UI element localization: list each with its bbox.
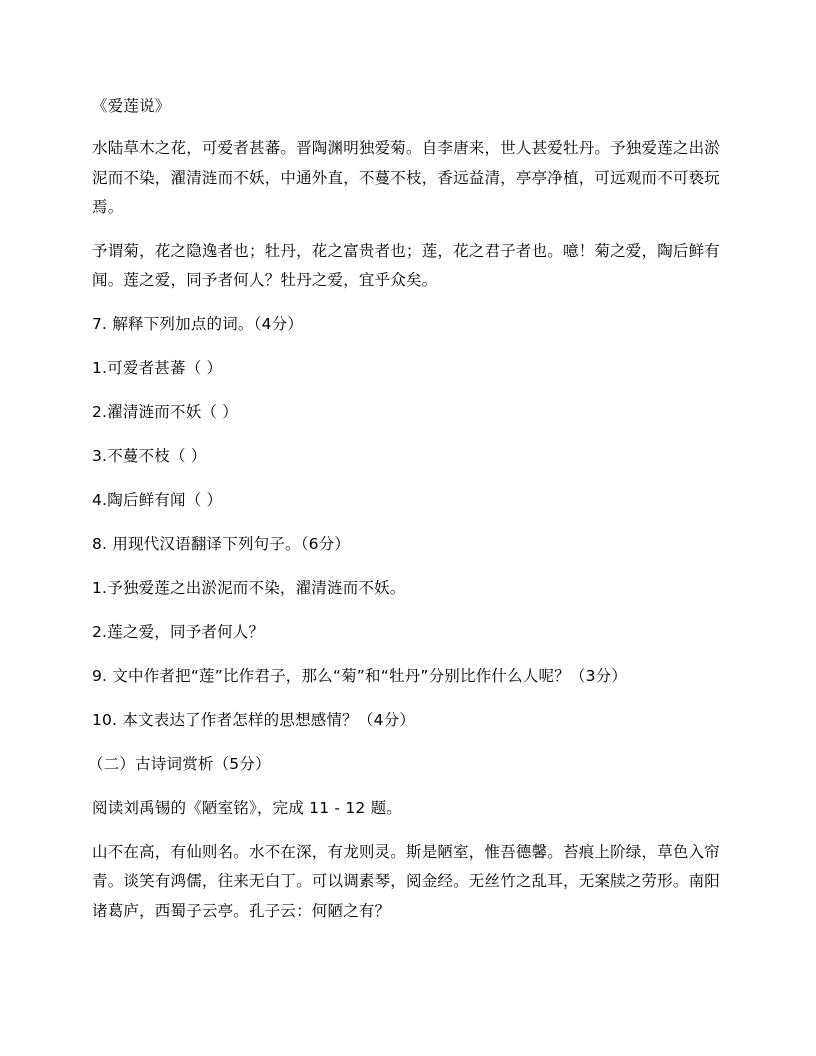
question-7-item-1: 1.可爱者甚蕃（ ） [92,358,223,377]
passage-paragraph-1: 水陆草木之花，可爱者甚蕃。晋陶渊明独爱菊。自李唐来，世人甚爱牡丹。予独爱莲之出淤泥而不染，濯清涟而不妖，中通外直，不蔓不枝，香远益清，亭亭净植，可远观而不可亵玩焉。 [92,139,721,216]
question-7-item-4: 4.陶后鲜有闻（ ） [92,490,223,509]
question-7-stem: 7. 解释下列加点的词。（4分） [92,314,304,333]
question-10: 10. 本文表达了作者怎样的思想感情？（4分） [92,710,416,729]
question-8-stem: 8. 用现代汉语翻译下列句子。（6分） [92,534,351,553]
document-body [88,92,732,940]
question-7-item-2: 2.濯清涟而不妖（ ） [92,402,238,421]
question-8-item-1: 1.予独爱莲之出淤泥而不染，濯清涟而不妖。 [92,578,406,597]
question-9: 9. 文中作者把“莲”比作君子，那么“菊”和“牡丹”分别比作什么人呢？（3分） [92,666,628,685]
passage-paragraph-2: 予谓菊，花之隐逸者也；牡丹，花之富贵者也；莲，花之君子者也。噫！菊之爱，陶后鲜有闻。莲之爱，同予者何人？牡丹之爱，宜乎众矣。 [92,241,721,289]
passage-title: 《爱莲说》 [92,97,171,115]
question-7-item-3: 3.不蔓不枝（ ） [92,446,207,465]
question-8-item-2: 2.莲之爱，同予者何人？ [92,622,265,641]
section-2-heading: （二）古诗词赏析（5分） [88,754,271,773]
poem-text: 山不在高，有仙则名。水不在深，有龙则灵。斯是陋室，惟吾德馨。苔痕上阶绿，草色入帘青。谈笑有鸿儒，往来无白丁。可以调素琴，阅金经。无丝竹之乱耳，无案牍之劳形。南阳诸葛庐，西蜀子云亭。孔子云：何陋之有？ [92,842,721,920]
section-2-intro: 阅读刘禹锡的《陋室铭》，完成 11 - 12 题。 [92,798,402,817]
